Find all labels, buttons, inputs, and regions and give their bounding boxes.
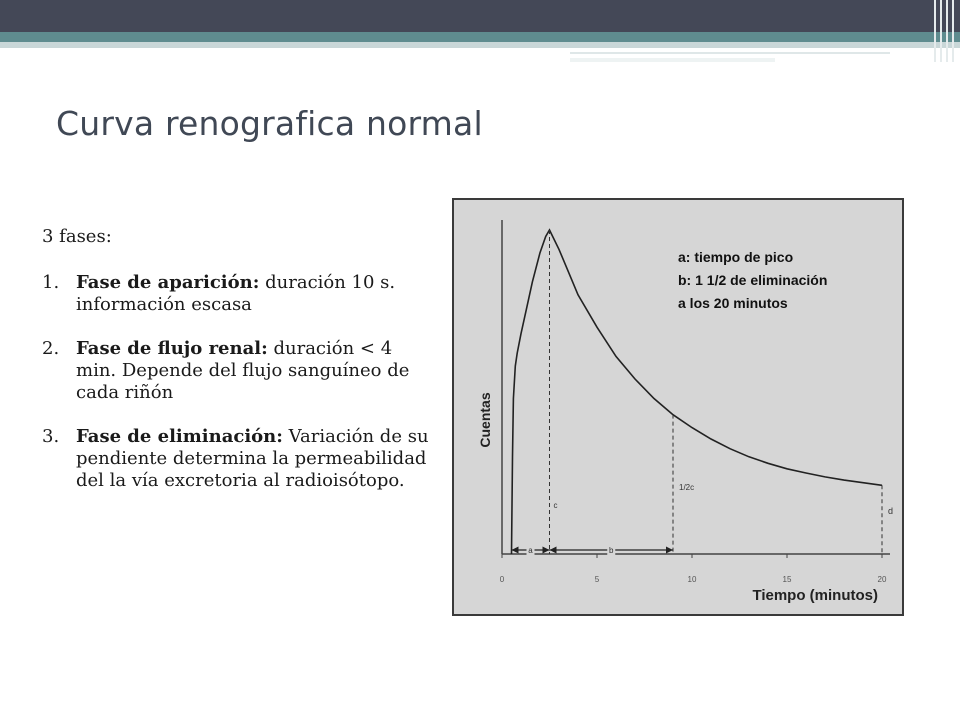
x-tick-label: 10	[687, 575, 697, 584]
corner-decorative-lines	[930, 0, 960, 62]
top-decorative-bands	[0, 0, 960, 32]
phase-description: Variación de su pendiente determina la permeabilidad del la vía excretoria al radioisótopo.	[76, 426, 429, 491]
phase-number: 2.	[42, 338, 60, 359]
teal-accent-band	[0, 32, 960, 42]
phases-text-block	[42, 226, 432, 514]
marker-label: c	[553, 501, 558, 510]
x-tick-label: 20	[877, 575, 887, 584]
arrow-head-right	[543, 547, 550, 554]
phase-description: duración < 4 min. Depende del flujo sanguíneo de cada riñón	[76, 338, 410, 403]
legend-line: a los 20 minutos	[678, 295, 788, 311]
phase-description: duración 10 s. información escasa	[76, 272, 396, 315]
renogram-chart	[452, 198, 904, 616]
white-accent-stripe-short	[570, 58, 775, 62]
phase-number: 3.	[42, 426, 60, 447]
phase-title: Fase de flujo renal:	[76, 338, 268, 359]
interval-label: a	[528, 546, 533, 555]
phase-title: Fase de aparición:	[76, 272, 260, 293]
white-accent-stripe	[570, 48, 890, 54]
x-axis-label: Tiempo (minutos)	[752, 587, 878, 604]
arrow-head-left	[512, 547, 519, 554]
phase-item	[42, 272, 432, 316]
renogram-chart-svg	[454, 200, 902, 614]
x-tick-label: 5	[594, 575, 600, 584]
arrow-head-right	[666, 547, 673, 554]
phase-number: 1.	[42, 272, 60, 293]
phase-item	[42, 426, 432, 492]
arrow-head-left	[550, 547, 557, 554]
phase-title: Fase de eliminación:	[76, 426, 283, 447]
interval-label: b	[609, 546, 614, 555]
marker-label: d	[888, 506, 894, 516]
y-axis-label: Cuentas	[477, 392, 493, 448]
marker-label: 1/2c	[679, 483, 695, 492]
top-dark-band	[0, 0, 960, 32]
phase-item	[42, 338, 432, 404]
x-tick-label: 15	[782, 575, 792, 584]
legend-line: a: tiempo de pico	[678, 249, 794, 265]
x-tick-label: 0	[499, 575, 505, 584]
legend-line: b: 1 1/2 de eliminación	[678, 272, 828, 288]
intro-text: 3 fases:	[42, 226, 112, 247]
slide-title: Curva renografica normal	[56, 104, 483, 143]
